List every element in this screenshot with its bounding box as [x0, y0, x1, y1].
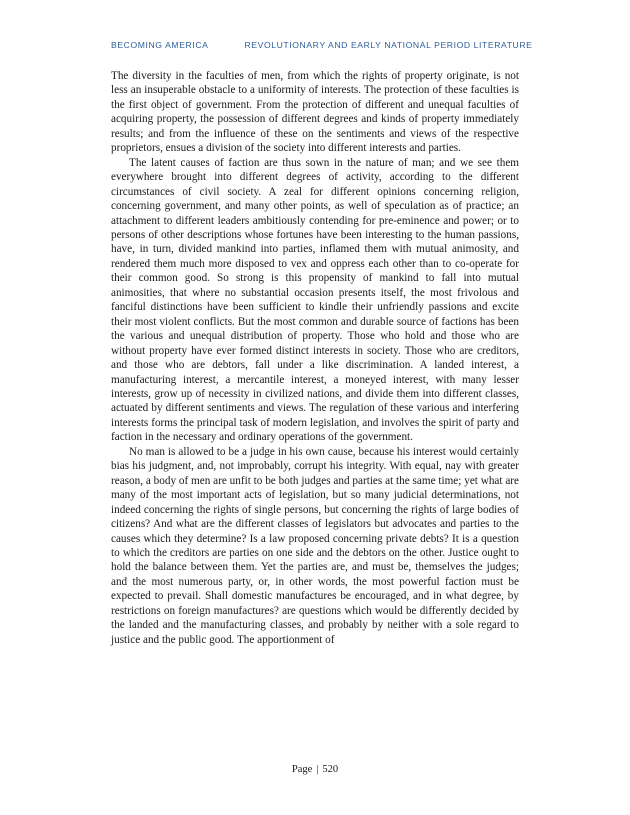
- running-header: [111, 40, 533, 50]
- paragraph: No man is allowed to be a judge in his own cause, because his interest would certainly bias his judgment, and, not improbably, corrupt his integrity. With equal, nay with greater reason, a body of men are unfit to be both judges and parties at the same time; yet what are many of the most important acts of legislation, but so many judicial determinations, not indeed concerning the rights of single persons, but concerning the rights of large bodies of citizens? And what are the different classes of legislators but advocates and parties to the causes which they determine? Is a law proposed concerning private debts? It is a question to which the creditors are parties on one side and the debtors on the other. Justice ought to hold the balance between them. Yet the parties are, and must be, themselves the judges; and the most numerous party, or, in other words, the most powerful faction must be expected to prevail. Shall domestic manufactures be encouraged, and in what degree, by restrictions on foreign manufactures? are questions which would be differently decided by the landed and the manufacturing classes, and probably by neither with a sole regard to justice and the public good. The apportionment of: [111, 445, 519, 646]
- header-section-title: REVOLUTIONARY AND EARLY NATIONAL PERIOD LITERATURE: [244, 40, 533, 50]
- page-separator: |: [316, 764, 319, 775]
- page-label: Page: [291, 764, 313, 775]
- paragraph: The diversity in the faculties of men, from which the rights of property originate, is not less an insuperable obstacle to a uniformity of interests. The protection of these faculties is the first object of government. From the protection of different and unequal faculties of acquiring property, the possession of different degrees and kinds of property immediately results; and from the influence of these on the sentiments and views of the respective proprietors, ensues a division of the society into different interests and parties.: [111, 70, 519, 155]
- paragraph: The latent causes of faction are thus sown in the nature of man; and we see them everywhere brought into different degrees of activity, according to the different circumstances of civil society. A zeal for different opinions concerning religion, concerning government, and many other points, as well of speculation as of practice; an attachment to different leaders ambitiously contending for pre-eminence and power; or to persons of other descriptions whose fortunes have been interesting to the human passions, have, in turn, divided mankind into parties, inflamed them with mutual animosity, and rendered them much more disposed to vex and oppress each other than to co-operate for their common good. So strong is this propensity of mankind to fall into mutual animosities, that where no substantial occasion presents itself, the most frivolous and fanciful distinctions have been sufficient to kindle their unfriendly passions and excite their most violent conflicts. But the most common and durable source of factions has been the various and unequal distribution of property. Those who hold and those who are without property have ever formed distinct interests in society. Those who are creditors, and those who are debtors, fall under a like discrimination. A landed interest, a manufacturing interest, a mercantile interest, a moneyed interest, with many lesser interests, grow up of necessity in civilized nations, and divide them into different classes, actuated by different sentiments and views. The regulation of these various and interfering interests forms the principal task of modern legislation, and involves the spirit of party and faction in the necessary and ordinary operations of the government.: [111, 156, 519, 444]
- body-text: [111, 69, 519, 647]
- header-book-title: BECOMING AMERICA: [111, 40, 209, 50]
- page-number: 520: [322, 764, 339, 775]
- page-footer: [0, 764, 630, 775]
